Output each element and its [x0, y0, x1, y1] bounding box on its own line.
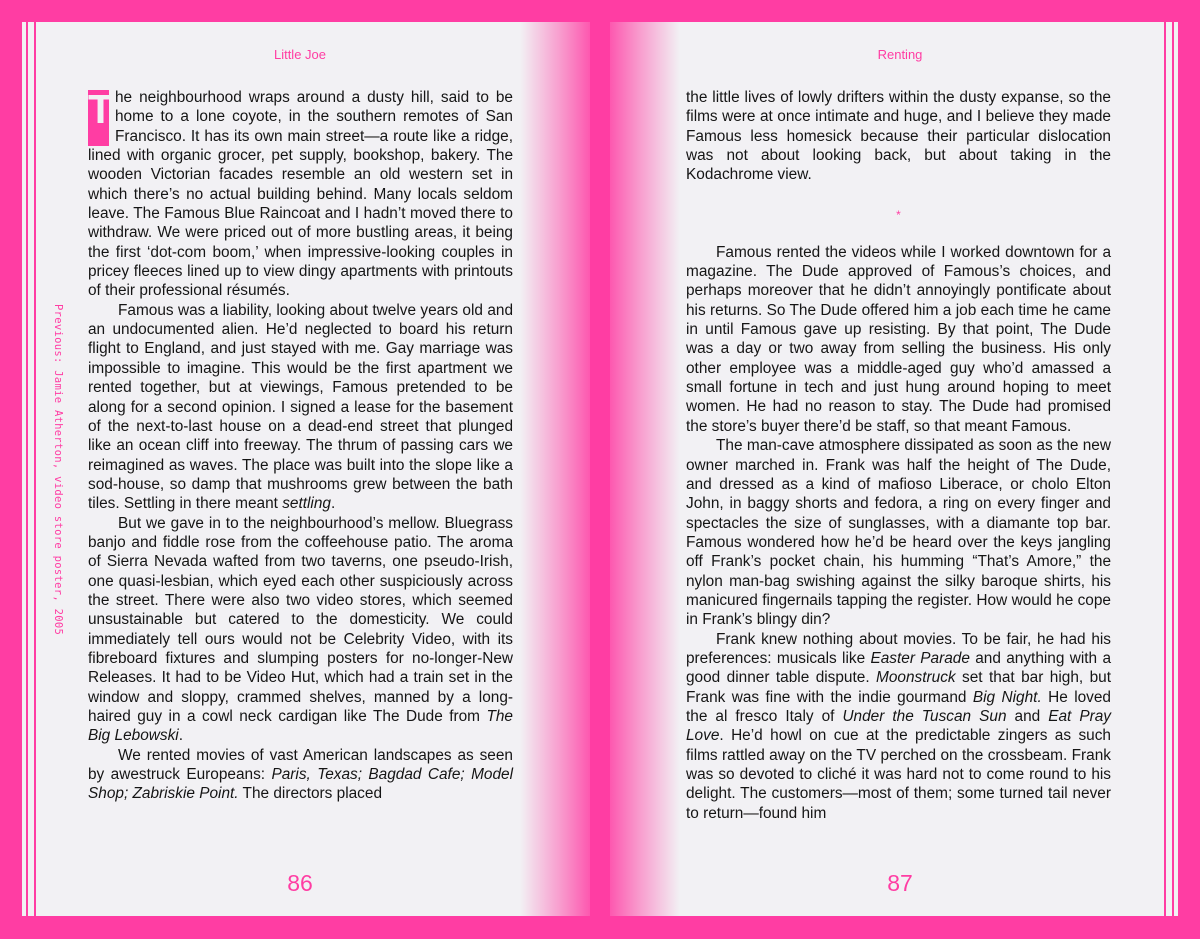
running-head-right: Renting	[877, 47, 923, 62]
italic-text: Paris, Texas; Bagdad Cafe; Model Shop; Zabriskie Point.	[88, 766, 513, 803]
section-break-asterisk: *	[896, 207, 901, 222]
left-page	[22, 22, 590, 916]
right-edge-rule-outer	[1172, 22, 1174, 916]
left-edge-rule-outer	[26, 22, 28, 916]
paragraph-text: Frank knew nothing about movies. To be fair, he had his preferences: musicals like	[686, 630, 1111, 667]
paragraph-text: The directors placed	[238, 785, 383, 803]
italic-text: settling	[282, 495, 331, 513]
right-edge-rule-inner	[1164, 22, 1166, 916]
paragraph-text: Famous was a liability, looking about twelve years old and an undocumented alien. He’d neglected to board his return flight to England, and just stayed with me. Gay marriage was impossible to imagine. This would be the first apartment we rented together, but at viewings, Famous pretended to be along for a second opinion. I signed a lease for the basement of the next-to-last house on a dead-end street that plunged like an ocean cliff into freeway. The thrum of passing cars we reimagined as waves. The place was built into the slope like a sod-house, so damp that mushrooms grew between the bath tiles. Settling in there meant	[88, 301, 513, 513]
margin-note: Previous: Jamie Atherton, video store poster, 2005	[52, 304, 64, 636]
italic-text: Eat Pray Love	[686, 707, 1111, 745]
drop-cap: T	[88, 90, 109, 146]
right-body-text	[686, 88, 1111, 823]
left-edge-rule-inner	[34, 22, 36, 916]
paragraph	[88, 301, 513, 514]
page-number-right: 87	[887, 870, 913, 896]
paragraph-text: He loved the al fresco Italy of	[686, 688, 1111, 725]
italic-text: The Big Lebowski	[88, 708, 513, 745]
paragraph-text: We rented movies of vast American landscapes as seen by awestruck Europeans:	[88, 746, 513, 784]
paragraph	[686, 630, 1111, 823]
paragraph-text: . He’d howl on cue at the predictable zingers as such films rattled away on the TV perched on the crossbeam. Frank was so devoted to cliché it was hard not to come round to his delight. The customers—most of them; some turned tail never to return—found him	[686, 727, 1111, 822]
paragraph-text: set that bar high, but Frank was fine with the indie gourmand	[686, 669, 1111, 706]
italic-text: Moonstruck	[876, 669, 956, 687]
paragraph-text: .	[178, 727, 183, 745]
paragraph-text: he neighbourhood wraps around a dusty hill, said to be home to a lone coyote, in the southern remotes of San Francisco. It has its own main street—a route like a ridge, lined with organic grocer, pet supply, bookshop, bakery. The wooden Victorian facades resemble an old western set in which there’s no actual building behind. Many locals seldom leave. The Famous Blue Raincoat and I hadn’t moved there to withdraw. We were priced out of more bustling areas, it being the first ‘dot-com boom,’ when impressive-looking couples in pricey fleeces lined up to view dingy apartments with printouts of their professional résumés.	[88, 89, 513, 300]
italic-text: Big Night.	[972, 688, 1042, 706]
right-page	[610, 22, 1178, 916]
paragraph	[88, 88, 513, 301]
paragraph-text: .	[330, 495, 336, 513]
paragraph	[88, 514, 513, 746]
paragraph-text: and	[1006, 707, 1049, 725]
running-head-left: Little Joe	[273, 47, 327, 62]
spacer	[686, 224, 1111, 243]
paragraph: Famous rented the videos while I worked downtown for a magazine. The Dude approved of Famous’s choices, and perhaps moreover that he didn’t annoyingly pontificate about his returns. So The Dude offered him a job each time he came in until Famous gave up resisting. By that point, The Dude was a day or two away from selling the business. His only other employee was a middle-aged guy who’d amassed a small fortune in tech and just hung around hoping to meet women. He had no reason to stay. The Dude had promised the store’s buyer there’d be staff, so that meant Famous.	[686, 243, 1111, 435]
italic-text: Easter Parade	[870, 649, 970, 667]
paragraph-text: But we gave in to the neighbourhood’s mellow. Bluegrass banjo and fiddle rose from the coffeehouse patio. The aroma of Sierra Nevada wafted from two taverns, one pseudo-Irish, one quasi-lesbian, which eyed each other suspiciously across the street. There were also two video stores, which seemed unsustainable but catered to the domesticity. We could immediately tell ours would not be Celebrity Video, with its fibreboard fixtures and slumping posters for no-longer-New Releases. It had to be Video Hut, which had a train set in the window and sloppy, crammed shelves, manned by a long-haired guy in a cowl neck cardigan like The Dude from	[88, 514, 513, 725]
page-number-left: 86	[287, 870, 313, 896]
paragraph: The man-cave atmosphere dissipated as soon as the new owner marched in. Frank was half the height of The Dude, and dressed as a kind of mafioso Liberace, or cholo Elton John, in baggy shorts and fedora, a ring on every finger and spectacles the size of sunglasses, with a diamante top bar. Famous wondered how he’d be heard over the keys jangling off Frank’s pocket chain, his humming “That’s Amore,” the nylon man-bag swishing against the silky baroque shirts, his manicured fingernails tapping the register. How would he cope in Frank’s blingy din?	[686, 437, 1111, 629]
paragraph-text: and anything with a good dinner table dispute.	[686, 649, 1112, 687]
paragraph	[88, 746, 513, 804]
paragraph: the little lives of lowly drifters within the dusty expanse, so the films were at once intimate and huge, and I believe they made Famous less homesick because their particular dislocation was not about looking back, but about taking in the Kodachrome view.	[686, 89, 1111, 184]
italic-text: Under the Tuscan Sun	[842, 707, 1007, 725]
left-body-text	[88, 88, 513, 804]
